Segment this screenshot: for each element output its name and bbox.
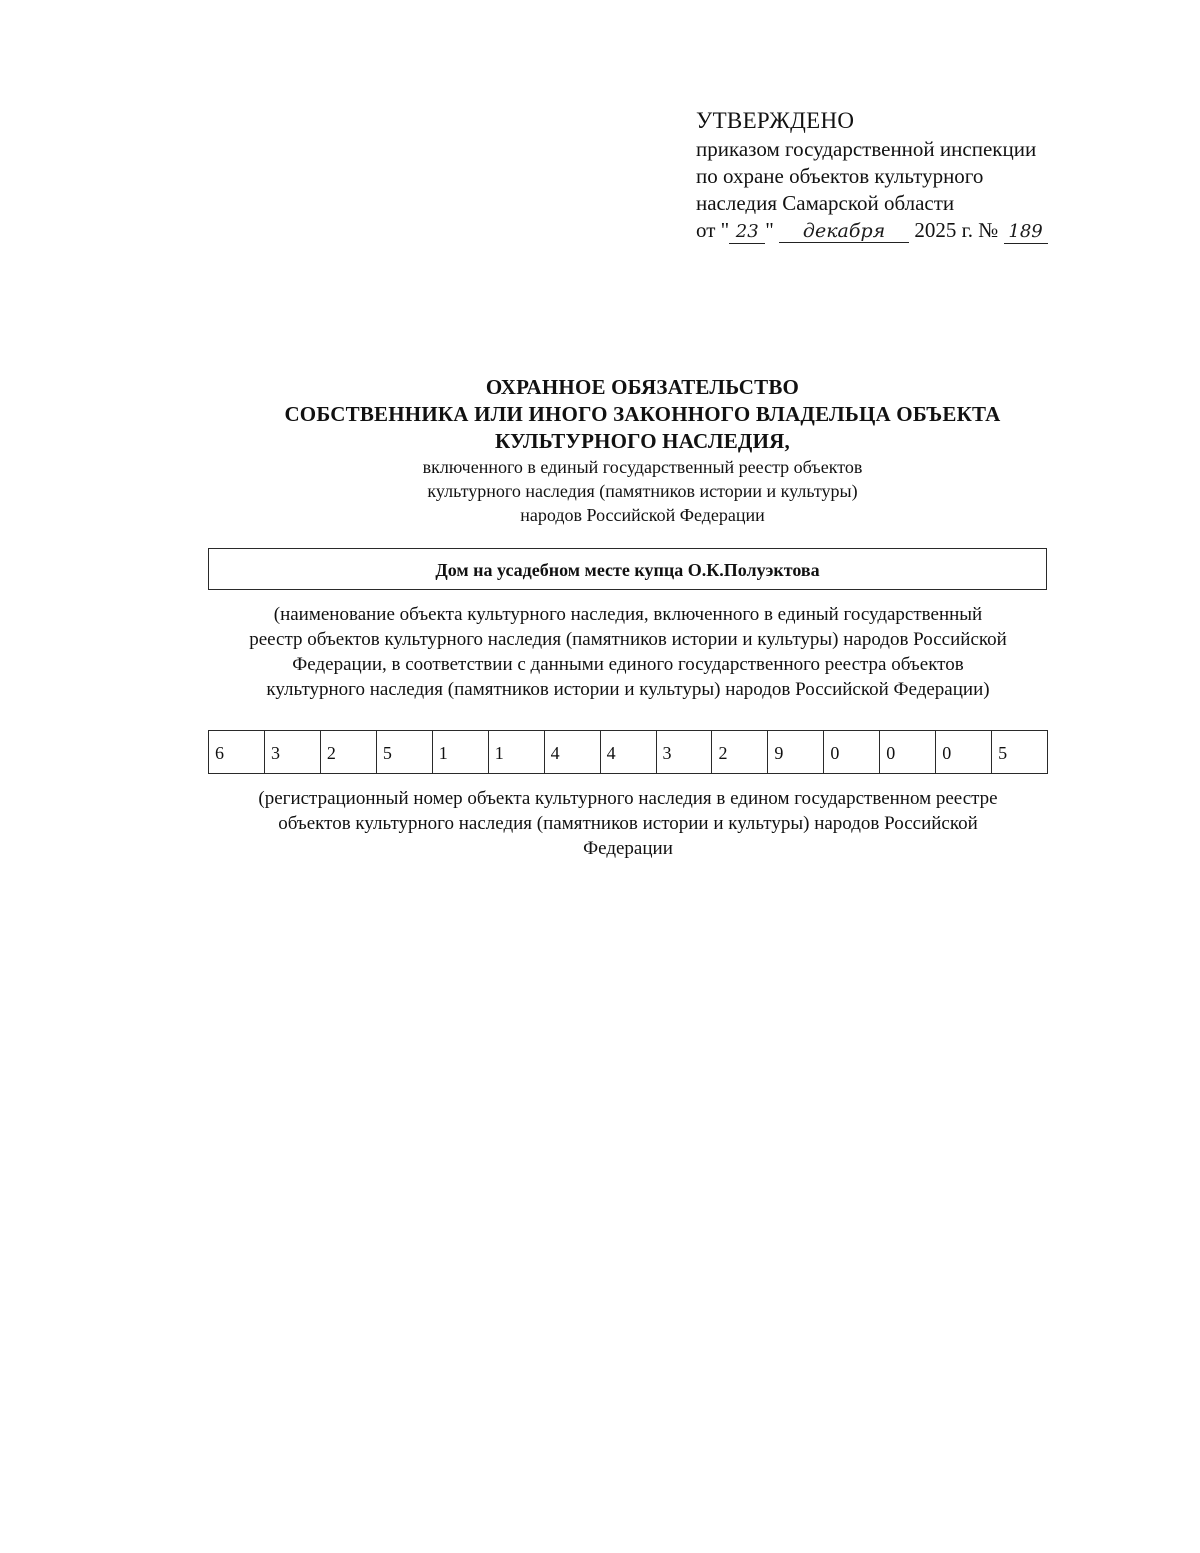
reg-digit: 0 <box>880 731 936 773</box>
date-prefix: от " <box>696 218 730 242</box>
document-heading <box>200 374 1085 527</box>
handwritten-order-number: 189 <box>1004 221 1048 244</box>
object-name-field: Дом на усадебном месте купца О.К.Полуэктова <box>208 548 1047 590</box>
reg-digit: 0 <box>936 731 992 773</box>
reg-digit: 2 <box>321 731 377 773</box>
heading-sub-1: включенного в единый государственный реестр объектов <box>422 457 863 477</box>
heading-line-2: СОБСТВЕННИКА ИЛИ ИНОГО ЗАКОННОГО ВЛАДЕЛЬЦА ОБЪЕКТА <box>284 402 1001 426</box>
date-quote-close: " <box>765 218 774 242</box>
reg-digit: 3 <box>657 731 713 773</box>
registration-number-caption <box>200 786 1056 861</box>
reg-digit: 6 <box>209 731 265 773</box>
object-name-caption <box>200 602 1056 702</box>
reg-digit: 9 <box>768 731 824 773</box>
handwritten-day: 23 <box>729 221 765 244</box>
date-year: 2025 г. № <box>914 218 999 242</box>
reg-digit: 3 <box>265 731 321 773</box>
reg-digit: 2 <box>712 731 768 773</box>
approval-line-1: приказом государственной инспекции <box>696 137 1037 161</box>
approval-line-2: по охране объектов культурного <box>696 164 984 188</box>
reg-digit: 4 <box>545 731 601 773</box>
heading-sub-2: культурного наследия (памятников истории и культуры) <box>427 481 858 501</box>
reg-caption-line-2: объектов культурного наследия (памятников истории и культуры) народов Российской <box>278 813 978 834</box>
reg-caption-line-1: (регистрационный номер объекта культурного наследия в едином государственном реестре <box>258 788 998 809</box>
reg-digit: 4 <box>601 731 657 773</box>
heading-line-1: ОХРАННОЕ ОБЯЗАТЕЛЬСТВО <box>485 375 800 399</box>
reg-digit: 5 <box>377 731 433 773</box>
reg-digit: 0 <box>824 731 880 773</box>
name-caption-line-3: Федерации, в соответствии с данными единого государственного реестра объектов <box>292 654 964 675</box>
heading-line-3: КУЛЬТУРНОГО НАСЛЕДИЯ, <box>495 429 790 453</box>
name-caption-line-4: культурного наследия (памятников истории и культуры) народов Российской Федерации) <box>266 679 990 700</box>
reg-digit: 5 <box>998 743 1008 763</box>
handwritten-month: декабря <box>779 220 909 243</box>
reg-caption-line-3: Федерации <box>583 838 673 859</box>
heading-sub-3: народов Российской Федерации <box>520 505 765 525</box>
reg-digit: 1 <box>433 731 489 773</box>
approval-date-line <box>696 217 1076 244</box>
approval-block <box>696 106 1076 244</box>
name-caption-line-1: (наименование объекта культурного наследия, включенного в единый государственный <box>273 604 983 625</box>
approval-line-3: наследия Самарской области <box>696 191 955 215</box>
reg-digit: 1 <box>489 731 545 773</box>
registration-number-grid <box>208 730 1048 774</box>
name-caption-line-2: реестр объектов культурного наследия (памятников истории и культуры) народов Российской <box>249 629 1007 650</box>
approval-title: УТВЕРЖДЕНО <box>696 108 855 133</box>
